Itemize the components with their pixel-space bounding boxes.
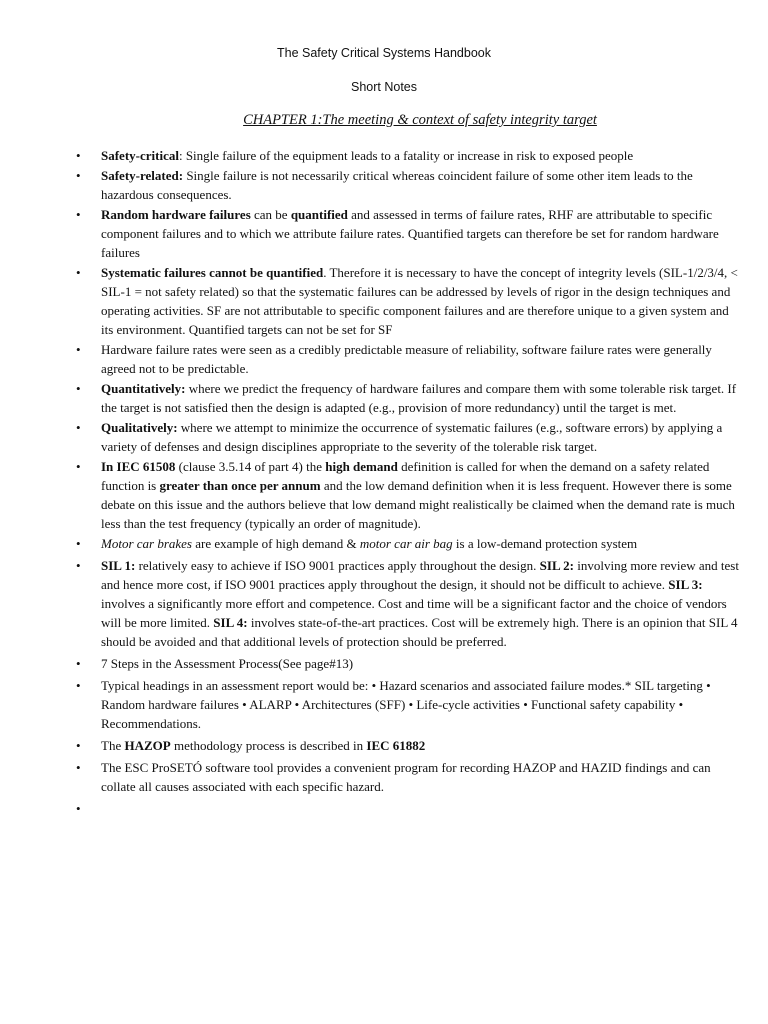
- list-item: [76, 758, 742, 796]
- bullet-icon: •: [76, 801, 81, 816]
- list-item-text: [101, 148, 633, 163]
- bold-term: SIL 1:: [101, 558, 136, 573]
- chapter-heading: CHAPTER 1:The meeting & context of safety integrity target: [243, 112, 597, 128]
- bullet-icon: •: [76, 760, 81, 775]
- list-item: [76, 418, 742, 456]
- text-run: definition is called for when the demand on a safety related function is: [101, 459, 710, 493]
- list-item-text: [101, 536, 637, 551]
- text-run: relatively easy to achieve if ISO 9001 practices apply throughout the design.: [135, 558, 540, 573]
- text-run: Typical headings in an assessment report would be: • Hazard scenarios and associated failure modes.* SIL targeting • Random hardware failures • ALARP • Architectures (SFF) • Life-cycle activities • Functional safety capability • Recommendations.: [101, 678, 711, 731]
- text-run: (clause 3.5.14 of part 4) the: [175, 459, 326, 474]
- bold-term: quantified: [290, 207, 348, 222]
- text-run: 7 Steps in the Assessment Process(See page#13): [101, 656, 354, 671]
- list-item: [76, 676, 742, 733]
- bold-term: HAZOP: [124, 738, 171, 753]
- bullet-icon: •: [76, 558, 81, 573]
- bold-term: Systematic failures cannot be quantified: [101, 265, 324, 280]
- list-item: [76, 457, 742, 533]
- bullet-icon: •: [76, 420, 81, 435]
- text-run: is a low-demand protection system: [452, 536, 638, 551]
- list-item-text: [101, 381, 736, 415]
- text-run: involves state-of-the-art practices. Cost will be extremely high. There is an opinion that SIL 4 should be avoided and that additional levels of protection should be preferred.: [101, 615, 738, 649]
- text-run: where we predict the frequency of hardware failures and compare them with some tolerable risk target. If the target is not satisfied then the design is adapted (e.g., provision of more redundancy) until the target is met.: [101, 381, 737, 415]
- bullet-icon: •: [76, 738, 81, 753]
- list-item-text: [101, 168, 693, 202]
- list-item: [76, 205, 742, 262]
- text-run: involves a significantly more effort and competence. Cost and time will be a significant factor and the choice of vendors will be more limited.: [101, 596, 727, 630]
- bullet-icon: •: [76, 459, 81, 474]
- list-item: [76, 166, 742, 204]
- list-item: [76, 736, 742, 755]
- list-item: [76, 340, 742, 378]
- text-run: methodology process is described in: [170, 738, 367, 753]
- bold-term: high demand: [325, 459, 398, 474]
- text-run: involving more review and test and hence more cost, if ISO 9001 practices apply throughout the design, it should not be difficult to achieve.: [101, 558, 739, 592]
- text-run: Hardware failure rates were seen as a credibly predictable measure of reliability, software failure rates were generally agreed not to be predictable.: [101, 342, 712, 376]
- bold-term: Safety-critical: [101, 148, 179, 163]
- list-item: [76, 654, 742, 673]
- text-run: The: [101, 738, 125, 753]
- bold-term: SIL 4:: [213, 615, 248, 630]
- bullet-icon: •: [76, 265, 81, 280]
- text-run: and the low demand definition when it is less frequent. However there is some debate on this issue and the authors believe that low demand might realistically be claimed when the demand rate is much less than the test frequency (typically an order of magnitude).: [101, 478, 735, 531]
- list-item-text: [101, 656, 353, 671]
- list-item-text: [101, 558, 739, 649]
- bullet-icon: •: [76, 342, 81, 357]
- list-item-text: [101, 207, 719, 260]
- document-title: The Safety Critical Systems Handbook: [277, 46, 491, 60]
- bullet-icon: •: [76, 381, 81, 396]
- list-item: [76, 379, 742, 417]
- italic-term: motor car air bag: [359, 536, 453, 551]
- bold-term: Random hardware failures: [101, 207, 251, 222]
- notes-list: [76, 146, 742, 816]
- bold-term: Qualitatively:: [101, 420, 178, 435]
- list-item-text: [101, 420, 722, 454]
- text-run: and assessed in terms of failure rates, RHF are attributable to specific component failures and to which we attribute failure rates. Quantified targets can therefore be set for random hardware failures: [101, 207, 719, 260]
- bullet-icon: •: [76, 678, 81, 693]
- list-item-text: [101, 760, 711, 794]
- text-run: can be: [250, 207, 291, 222]
- bold-term: Quantitatively:: [101, 381, 186, 396]
- text-run: Single failure is not necessarily critical whereas coincident failure of some other item leads to the hazardous consequences.: [101, 168, 693, 202]
- text-run: : Single failure of the equipment leads to a fatality or increase in risk to exposed people: [178, 148, 634, 163]
- list-item-text: [101, 342, 712, 376]
- list-item: [76, 146, 742, 165]
- text-run: where we attempt to minimize the occurrence of systematic failures (e.g., software errors) by applying a variety of defenses and design disciplines appropriate to the severity of the tolerable risk target.: [101, 420, 723, 454]
- text-run: are example of high demand &: [192, 536, 360, 551]
- list-item: [76, 534, 742, 553]
- document-subtitle: Short Notes: [350, 80, 417, 94]
- text-run: The ESC ProSETÓ software tool provides a convenient program for recording HAZOP and HAZID findings and can collate all causes associated with each specific hazard.: [101, 760, 711, 794]
- list-item-text: [101, 459, 735, 531]
- list-item-text: [101, 738, 425, 753]
- bullet-icon: •: [76, 656, 81, 671]
- bullet-icon: •: [76, 536, 81, 551]
- text-run: . Therefore it is necessary to have the concept of integrity levels (SIL-1/2/3/4, < SIL-1 = not safety related) so that the systematic failures can be addressed by levels of rigor in the design techniques and operating activities. SF are not attributable to specific component failures and are therefore unique to a given system and its environment. Quantified targets can not be set for SF: [101, 265, 738, 337]
- list-item: [76, 263, 742, 339]
- list-item: [76, 556, 742, 651]
- bullet-icon: •: [76, 148, 81, 163]
- bullet-icon: •: [76, 168, 81, 183]
- bold-term: SIL 2:: [539, 558, 574, 573]
- bold-term: IEC 61882: [366, 738, 426, 753]
- bullet-icon: •: [76, 207, 81, 222]
- bold-term: Safety-related:: [101, 168, 184, 183]
- list-item-text: [101, 265, 738, 337]
- bold-term: greater than once per annum: [159, 478, 321, 493]
- italic-term: Motor car brakes: [101, 536, 192, 551]
- bold-term: SIL 3:: [668, 577, 703, 592]
- bold-term: In IEC 61508: [101, 459, 176, 474]
- list-item-text: [101, 678, 711, 731]
